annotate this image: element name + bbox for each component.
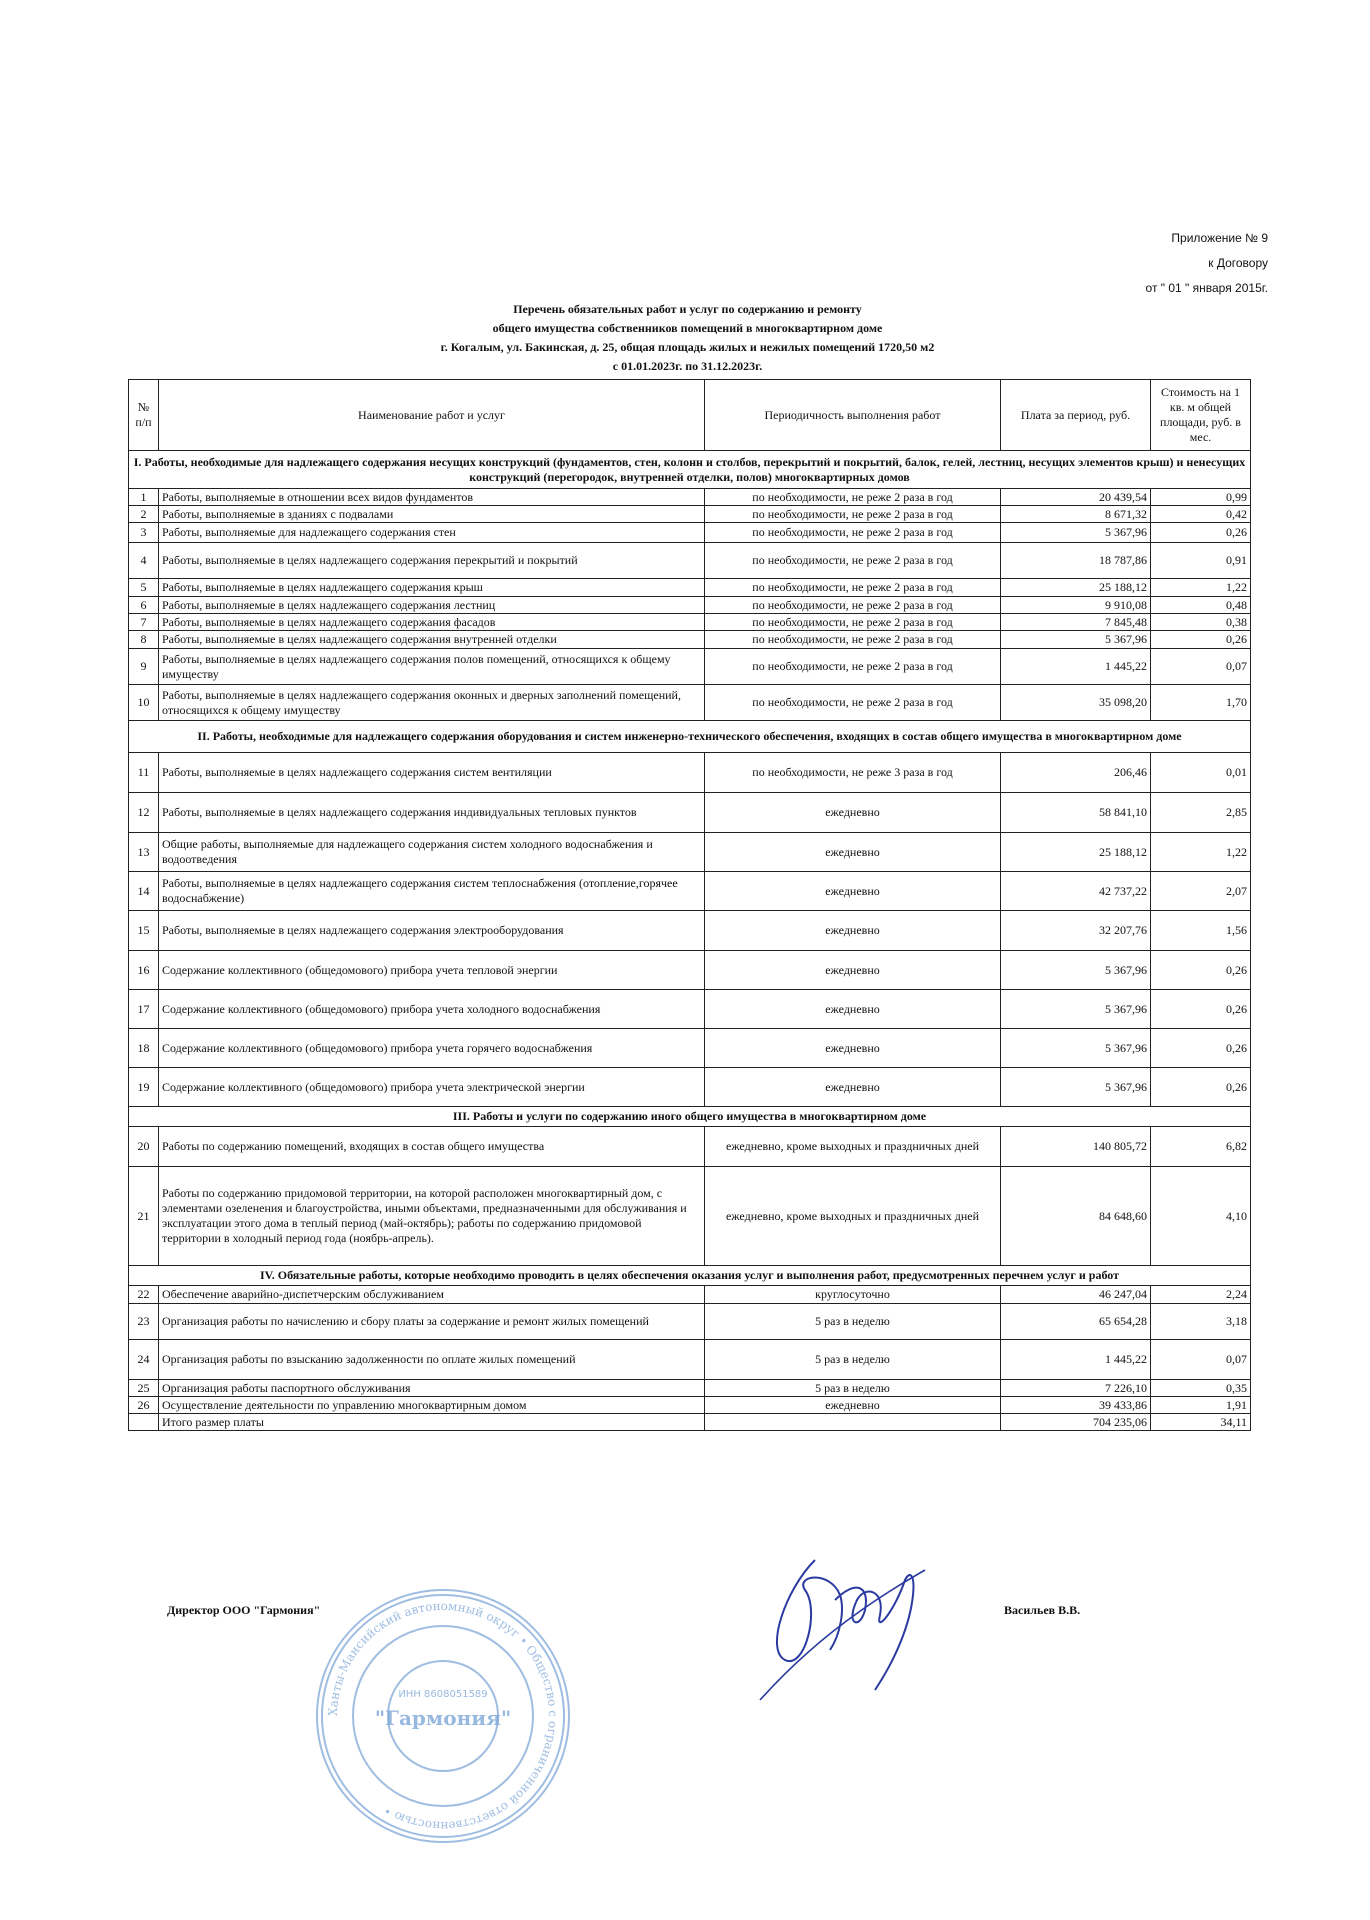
table-row [129, 543, 1251, 579]
row-rate: 2,07 [1151, 872, 1251, 911]
director-name: Васильев В.В. [1004, 1603, 1081, 1617]
appendix-contract: к Договору [1208, 256, 1268, 270]
row-period: ежедневно [705, 872, 1001, 911]
total-row [129, 1414, 1251, 1431]
row-period: ежедневно [705, 911, 1001, 951]
row-name: Осуществление деятельности по управлению многоквартирным домом [159, 1397, 705, 1414]
row-number: 6 [129, 597, 159, 614]
row-rate: 0,01 [1151, 753, 1251, 793]
row-rate: 1,70 [1151, 685, 1251, 721]
row-number: 22 [129, 1286, 159, 1304]
section-header-row [129, 1107, 1251, 1127]
handwritten-signature [745, 1540, 945, 1710]
row-rate: 4,10 [1151, 1167, 1251, 1266]
table-row [129, 872, 1251, 911]
row-amount: 140 805,72 [1001, 1127, 1151, 1167]
row-amount: 32 207,76 [1001, 911, 1151, 951]
row-name: Работы по содержанию придомовой территории, на которой расположен многоквартирный дом, с элементами озеленения и благоустройства, иными объектами, предназначенными для обслуживания и эксплуатации этого дома в теплый период (май-октябрь); работы по содержанию придомовой территории в холодный период года (ноябрь-апрель). [159, 1167, 705, 1266]
row-period: ежедневно [705, 833, 1001, 872]
row-period: по необходимости, не реже 2 раза в год [705, 489, 1001, 506]
table-row [129, 614, 1251, 631]
row-name: Организация работы паспортного обслуживания [159, 1380, 705, 1397]
row-amount: 20 439,54 [1001, 489, 1151, 506]
table-row [129, 1304, 1251, 1340]
row-period: 5 раз в неделю [705, 1340, 1001, 1380]
stamp-inn-text: ИНН 8608051589 [398, 1689, 488, 1700]
row-rate: 0,42 [1151, 506, 1251, 523]
row-name: Работы, выполняемые в целях надлежащего содержания электрооборудования [159, 911, 705, 951]
table-row [129, 1380, 1251, 1397]
row-name: Работы, выполняемые в целях надлежащего содержания систем теплоснабжения (отопление,горячее водоснабжение) [159, 872, 705, 911]
stamp-ring-text: Ханты-Мансийский автономный округ • Общество с ограниченной ответственностью • [325, 1598, 561, 1834]
row-period: ежедневно, кроме выходных и праздничных дней [705, 1167, 1001, 1266]
row-rate: 0,26 [1151, 1029, 1251, 1068]
row-amount: 5 367,96 [1001, 1029, 1151, 1068]
row-number: 13 [129, 833, 159, 872]
row-amount: 25 188,12 [1001, 833, 1151, 872]
table-row [129, 489, 1251, 506]
row-number: 15 [129, 911, 159, 951]
row-rate: 1,56 [1151, 911, 1251, 951]
row-rate: 0,26 [1151, 990, 1251, 1029]
row-amount: 39 433,86 [1001, 1397, 1151, 1414]
row-number: 7 [129, 614, 159, 631]
row-period: ежедневно [705, 1029, 1001, 1068]
table-row [129, 1397, 1251, 1414]
appendix-number: Приложение № 9 [1171, 231, 1268, 245]
row-rate: 1,22 [1151, 579, 1251, 597]
row-period: круглосуточно [705, 1286, 1001, 1304]
row-name: Содержание коллективного (общедомового) прибора учета горячего водоснабжения [159, 1029, 705, 1068]
title-line-3: г. Когалым, ул. Бакинская, д. 25, общая площадь жилых и нежилых помещений 1720,50 м2 [440, 340, 935, 354]
row-period: 5 раз в неделю [705, 1380, 1001, 1397]
row-number: 25 [129, 1380, 159, 1397]
row-name: Организация работы по взысканию задолженности по оплате жилых помещений [159, 1340, 705, 1380]
row-rate: 0,26 [1151, 1068, 1251, 1107]
row-period: ежедневно [705, 1397, 1001, 1414]
section-title: III. Работы и услуги по содержанию иного общего имущества в многоквартирном доме [129, 1107, 1251, 1127]
section-title: IV. Обязательные работы, которые необходимо проводить в целях обеспечения оказания услуг и выполнения работ, предусмотренных перечнем услуг и работ [129, 1266, 1251, 1286]
table-row [129, 579, 1251, 597]
row-amount: 35 098,20 [1001, 685, 1151, 721]
row-amount: 5 367,96 [1001, 990, 1151, 1029]
total-amount: 704 235,06 [1001, 1414, 1151, 1431]
table-row [129, 911, 1251, 951]
row-period: по необходимости, не реже 2 раза в год [705, 631, 1001, 649]
row-name: Организация работы по начислению и сбору платы за содержание и ремонт жилых помещений [159, 1304, 705, 1340]
table-row [129, 685, 1251, 721]
row-rate: 6,82 [1151, 1127, 1251, 1167]
table-row [129, 1068, 1251, 1107]
row-name: Общие работы, выполняемые для надлежащего содержания систем холодного водоснабжения и водоотведения [159, 833, 705, 872]
row-amount: 84 648,60 [1001, 1167, 1151, 1266]
row-name: Работы, выполняемые в целях надлежащего содержания оконных и дверных заполнений помещений, относящихся к общему имуществу [159, 685, 705, 721]
table-row [129, 1029, 1251, 1068]
row-amount: 42 737,22 [1001, 872, 1151, 911]
header-period: Периодичность выполнения работ [705, 380, 1001, 451]
table-row [129, 793, 1251, 833]
table-row [129, 1167, 1251, 1266]
row-number: 24 [129, 1340, 159, 1380]
row-amount: 206,46 [1001, 753, 1151, 793]
row-period: ежедневно [705, 951, 1001, 990]
header-num: № п/п [129, 380, 159, 451]
row-period: по необходимости, не реже 2 раза в год [705, 649, 1001, 685]
works-table [128, 379, 1251, 1431]
row-amount: 18 787,86 [1001, 543, 1151, 579]
row-period: по необходимости, не реже 2 раза в год [705, 685, 1001, 721]
row-name: Работы, выполняемые в целях надлежащего содержания систем вентиляции [159, 753, 705, 793]
row-period: по необходимости, не реже 2 раза в год [705, 614, 1001, 631]
row-rate: 0,26 [1151, 951, 1251, 990]
row-rate: 1,22 [1151, 833, 1251, 872]
row-rate: 0,07 [1151, 1340, 1251, 1380]
row-rate: 0,99 [1151, 489, 1251, 506]
header-name: Наименование работ и услуг [159, 380, 705, 451]
row-period: по необходимости, не реже 2 раза в год [705, 597, 1001, 614]
row-name: Работы, выполняемые в целях надлежащего содержания крыш [159, 579, 705, 597]
title-line-2: общего имущества собственников помещений в многоквартирном доме [492, 321, 883, 335]
row-name: Работы, выполняемые в целях надлежащего содержания фасадов [159, 614, 705, 631]
stamp-center-text: "Гармония" [374, 1706, 512, 1730]
row-rate: 2,24 [1151, 1286, 1251, 1304]
header-payment: Плата за период, руб. [1001, 380, 1151, 451]
row-period: по необходимости, не реже 2 раза в год [705, 579, 1001, 597]
row-number: 5 [129, 579, 159, 597]
table-row [129, 1286, 1251, 1304]
section-header-row [129, 1266, 1251, 1286]
row-amount: 5 367,96 [1001, 951, 1151, 990]
row-rate: 0,48 [1151, 597, 1251, 614]
row-amount: 1 445,22 [1001, 1340, 1151, 1380]
row-amount: 25 188,12 [1001, 579, 1151, 597]
row-amount: 5 367,96 [1001, 523, 1151, 543]
table-row [129, 649, 1251, 685]
row-number: 18 [129, 1029, 159, 1068]
row-amount: 1 445,22 [1001, 649, 1151, 685]
table-row [129, 951, 1251, 990]
row-rate: 0,26 [1151, 523, 1251, 543]
row-name: Работы, выполняемые для надлежащего содержания стен [159, 523, 705, 543]
row-amount: 65 654,28 [1001, 1304, 1151, 1340]
appendix-block [1146, 226, 1268, 301]
row-amount: 5 367,96 [1001, 1068, 1151, 1107]
row-number: 9 [129, 649, 159, 685]
row-period: ежедневно, кроме выходных и праздничных дней [705, 1127, 1001, 1167]
row-name: Работы, выполняемые в целях надлежащего содержания лестниц [159, 597, 705, 614]
row-number: 20 [129, 1127, 159, 1167]
row-name: Работы по содержанию помещений, входящих в состав общего имущества [159, 1127, 705, 1167]
table-row [129, 631, 1251, 649]
row-amount: 58 841,10 [1001, 793, 1151, 833]
row-number: 11 [129, 753, 159, 793]
row-name: Работы, выполняемые в отношении всех видов фундаментов [159, 489, 705, 506]
total-label: Итого размер платы [159, 1414, 705, 1431]
company-stamp [312, 1585, 574, 1847]
row-name: Работы, выполняемые в целях надлежащего содержания полов помещений, относящихся к общему имуществу [159, 649, 705, 685]
row-number: 8 [129, 631, 159, 649]
row-name: Работы, выполняемые в целях надлежащего содержания перекрытий и покрытий [159, 543, 705, 579]
row-amount: 7 226,10 [1001, 1380, 1151, 1397]
row-number: 3 [129, 523, 159, 543]
row-period: по необходимости, не реже 2 раза в год [705, 523, 1001, 543]
row-number: 17 [129, 990, 159, 1029]
row-number: 2 [129, 506, 159, 523]
row-number: 12 [129, 793, 159, 833]
total-number [129, 1414, 159, 1431]
row-number: 26 [129, 1397, 159, 1414]
row-number: 16 [129, 951, 159, 990]
table-row [129, 506, 1251, 523]
row-number: 21 [129, 1167, 159, 1266]
section-header-row [129, 451, 1251, 489]
row-period: 5 раз в неделю [705, 1304, 1001, 1340]
row-rate: 0,38 [1151, 614, 1251, 631]
row-name: Работы, выполняемые в целях надлежащего содержания внутренней отделки [159, 631, 705, 649]
table-row [129, 1340, 1251, 1380]
row-period: по необходимости, не реже 3 раза в год [705, 753, 1001, 793]
row-number: 1 [129, 489, 159, 506]
section-title: I. Работы, необходимые для надлежащего содержания несущих конструкций (фундаментов, стен, колонн и столбов, перекрытий и покрытий, балок, гелей, лестниц, несущих элементов крыш) и ненесущих конструкций (перегородок, внутренней отделки, полов) многоквартирных домов [129, 451, 1251, 489]
appendix-date: от " 01 " января 2015г. [1145, 281, 1268, 295]
row-amount: 5 367,96 [1001, 631, 1151, 649]
row-number: 19 [129, 1068, 159, 1107]
row-amount: 7 845,48 [1001, 614, 1151, 631]
total-rate: 34,11 [1151, 1414, 1251, 1431]
table-row [129, 1127, 1251, 1167]
row-amount: 8 671,32 [1001, 506, 1151, 523]
row-name: Содержание коллективного (общедомового) прибора учета тепловой энергии [159, 951, 705, 990]
table-body [129, 451, 1251, 1431]
row-number: 4 [129, 543, 159, 579]
title-line-4: с 01.01.2023г. по 31.12.2023г. [612, 359, 763, 373]
row-name: Работы, выполняемые в зданиях с подвалами [159, 506, 705, 523]
row-rate: 0,07 [1151, 649, 1251, 685]
table-row [129, 753, 1251, 793]
row-name: Обеспечение аварийно-диспетчерским обслуживанием [159, 1286, 705, 1304]
row-name: Работы, выполняемые в целях надлежащего содержания индивидуальных тепловых пунктов [159, 793, 705, 833]
row-number: 10 [129, 685, 159, 721]
title-line-1: Перечень обязательных работ и услуг по содержанию и ремонту [513, 302, 862, 316]
row-period: ежедневно [705, 793, 1001, 833]
director-label: Директор ООО "Гармония" [167, 1603, 321, 1617]
table-header-row [129, 380, 1251, 451]
row-rate: 3,18 [1151, 1304, 1251, 1340]
row-rate: 1,91 [1151, 1397, 1251, 1414]
row-rate: 0,26 [1151, 631, 1251, 649]
row-rate: 2,85 [1151, 793, 1251, 833]
row-rate: 0,35 [1151, 1380, 1251, 1397]
row-name: Содержание коллективного (общедомового) прибора учета электрической энергии [159, 1068, 705, 1107]
row-period: по необходимости, не реже 2 раза в год [705, 543, 1001, 579]
table-row [129, 523, 1251, 543]
row-number: 14 [129, 872, 159, 911]
table-row [129, 990, 1251, 1029]
row-period: по необходимости, не реже 2 раза в год [705, 506, 1001, 523]
table-row [129, 833, 1251, 872]
table-row [129, 597, 1251, 614]
row-period: ежедневно [705, 990, 1001, 1029]
section-header-row [129, 721, 1251, 753]
row-number: 23 [129, 1304, 159, 1340]
section-title: II. Работы, необходимые для надлежащего содержания оборудования и систем инженерно-технического обеспечения, входящих в состав общего имущества в многоквартирном доме [129, 721, 1251, 753]
document-title [330, 300, 1045, 376]
row-amount: 9 910,08 [1001, 597, 1151, 614]
row-period: ежедневно [705, 1068, 1001, 1107]
row-amount: 46 247,04 [1001, 1286, 1151, 1304]
row-name: Содержание коллективного (общедомового) прибора учета холодного водоснабжения [159, 990, 705, 1029]
header-rate: Стоимость на 1 кв. м общей площади, руб. в мес. [1151, 380, 1251, 451]
total-period [705, 1414, 1001, 1431]
row-rate: 0,91 [1151, 543, 1251, 579]
